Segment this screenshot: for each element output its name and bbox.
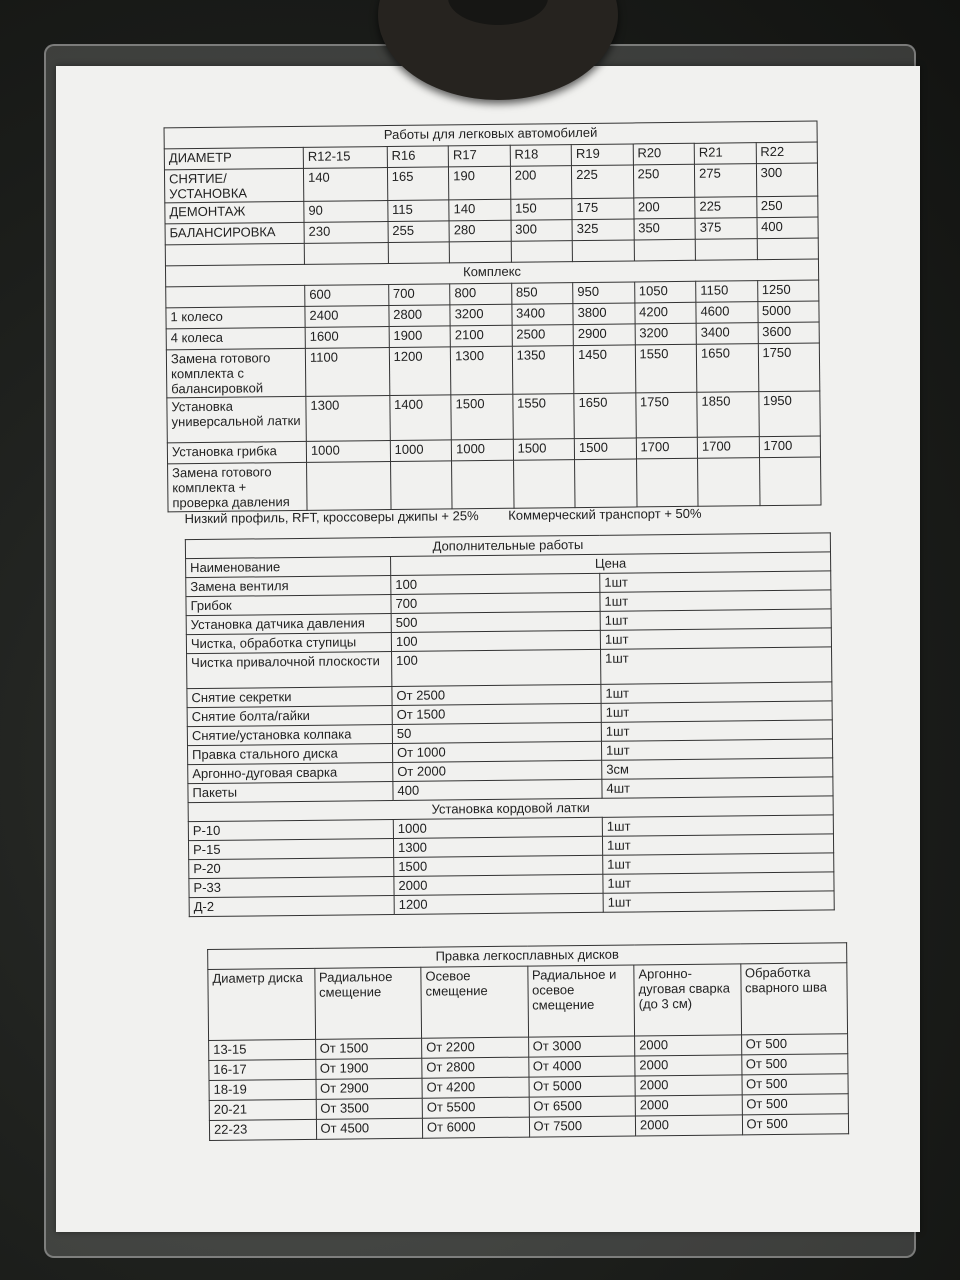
price-cell: 1750 bbox=[635, 392, 697, 438]
price-cell: 1500 bbox=[574, 438, 636, 460]
cord-patch-title: Установка кордовой латки bbox=[188, 796, 833, 822]
price-cell: 165 bbox=[387, 167, 449, 201]
item-name: Д-2 bbox=[189, 895, 394, 916]
row-label: ДЕМОНТАЖ bbox=[165, 201, 304, 223]
price-cell: 1650 bbox=[696, 344, 758, 393]
item-price: 100 bbox=[391, 630, 600, 651]
item-name: Чистка, обработка ступицы bbox=[186, 633, 391, 654]
price-cell: 1900 bbox=[389, 326, 451, 348]
cell: 22-23 bbox=[209, 1119, 316, 1140]
price-cell: 2100 bbox=[450, 325, 512, 347]
price-cell: 350 bbox=[634, 218, 696, 240]
cell: От 2800 bbox=[422, 1057, 529, 1078]
empty-cell bbox=[634, 239, 696, 261]
item-unit: 4шт bbox=[602, 777, 833, 798]
item-name: Р-15 bbox=[188, 839, 393, 860]
empty-cell bbox=[757, 238, 819, 260]
price-cell: 4600 bbox=[696, 302, 758, 324]
diameter-label: ДИАМЕТР bbox=[164, 147, 303, 169]
complex-title: Комплекс bbox=[165, 259, 818, 287]
table-title: Правка легкосплавных дисков bbox=[208, 943, 847, 970]
price-cell: 1700 bbox=[759, 436, 821, 458]
item-price: 100 bbox=[391, 573, 600, 594]
price-cell: 375 bbox=[695, 218, 757, 240]
price-cell: 300 bbox=[511, 220, 573, 242]
col-name-header: Наименование bbox=[186, 557, 391, 578]
diameter-cell: R22 bbox=[756, 142, 818, 164]
price-cell: 90 bbox=[304, 201, 388, 223]
price-cell: 4200 bbox=[634, 302, 696, 324]
price-cell: 950 bbox=[573, 282, 635, 304]
item-unit: 1шт bbox=[602, 815, 833, 836]
price-cell: 400 bbox=[757, 217, 819, 239]
price-cell: 250 bbox=[633, 164, 695, 198]
price-cell: 1850 bbox=[697, 392, 759, 438]
cell: От 5500 bbox=[422, 1097, 529, 1118]
empty-cell bbox=[449, 241, 511, 263]
price-cell bbox=[390, 461, 452, 510]
item-name: Снятие/установка колпака bbox=[187, 725, 392, 746]
table-row bbox=[168, 457, 821, 512]
item-unit: 1шт bbox=[601, 647, 832, 684]
price-cell: 1050 bbox=[634, 281, 696, 303]
col-price-header: Цена bbox=[391, 552, 831, 576]
item-unit: 1шт bbox=[603, 891, 834, 912]
table-title: Дополнительные работы bbox=[185, 533, 830, 559]
cell: От 6000 bbox=[422, 1117, 529, 1138]
price-cell: 2900 bbox=[573, 324, 635, 346]
cell: От 6500 bbox=[529, 1096, 636, 1117]
cell: От 1500 bbox=[315, 1038, 422, 1059]
item-unit: 3см bbox=[602, 758, 833, 779]
item-price: От 1000 bbox=[392, 741, 601, 762]
item-name: Р-33 bbox=[189, 876, 394, 897]
column-header: Радиальное смещение bbox=[314, 967, 421, 1039]
item-name: Аргонно-дуговая сварка bbox=[188, 763, 393, 784]
row-label: Установка грибка bbox=[167, 441, 306, 463]
cell: От 4200 bbox=[422, 1077, 529, 1098]
row-label: СНЯТИЕ/УСТАНОВКА bbox=[164, 168, 303, 202]
empty-cell bbox=[166, 285, 305, 307]
price-cell: 150 bbox=[510, 199, 572, 221]
price-cell bbox=[513, 460, 575, 509]
price-cell: 225 bbox=[695, 197, 757, 219]
price-cell: 1650 bbox=[574, 393, 636, 439]
item-unit: 1шт bbox=[601, 682, 832, 703]
price-cell: 1150 bbox=[696, 281, 758, 303]
price-cell: 1350 bbox=[512, 346, 574, 395]
table-row bbox=[167, 391, 820, 443]
cell: От 7500 bbox=[529, 1116, 636, 1137]
price-cell: 1750 bbox=[758, 343, 820, 392]
price-cell: 3600 bbox=[758, 322, 820, 344]
cell: От 3000 bbox=[528, 1036, 635, 1057]
cell: От 5000 bbox=[528, 1076, 635, 1097]
price-cell: 280 bbox=[449, 220, 511, 242]
price-cell: 225 bbox=[572, 165, 634, 199]
cell: От 500 bbox=[742, 1114, 849, 1135]
empty-cell bbox=[304, 243, 388, 265]
item-price: 500 bbox=[391, 611, 600, 632]
price-cell bbox=[575, 459, 637, 508]
price-list-sheet bbox=[56, 66, 920, 1232]
table-title: Работы для легковых автомобилей bbox=[164, 121, 817, 149]
cell: От 500 bbox=[741, 1054, 848, 1075]
item-name: Правка стального диска bbox=[187, 744, 392, 765]
row-label: 1 колесо bbox=[166, 306, 305, 328]
item-price: 1000 bbox=[393, 817, 602, 838]
item-name: Снятие болта/гайки bbox=[187, 706, 392, 727]
row-label: Замена готового комплекта + проверка давления bbox=[168, 462, 307, 511]
row-label: Установка универсальной латки bbox=[167, 396, 306, 442]
price-cell: 2800 bbox=[389, 305, 451, 327]
item-unit: 1шт bbox=[600, 590, 831, 611]
price-cell: 2500 bbox=[512, 325, 574, 347]
item-name: Р-20 bbox=[189, 857, 394, 878]
passenger-car-works-table bbox=[164, 121, 822, 513]
surcharge-lowprofile: Низкий профиль, RFT, кроссоверы джипы + 25% bbox=[184, 508, 479, 527]
cell: От 500 bbox=[741, 1034, 848, 1055]
price-cell: 1300 bbox=[306, 396, 390, 442]
item-price: 400 bbox=[393, 779, 602, 800]
price-cell: 3400 bbox=[512, 304, 574, 326]
column-header: Осевое смещение bbox=[421, 966, 528, 1038]
cell: От 2900 bbox=[315, 1078, 422, 1099]
item-unit: 1шт bbox=[600, 571, 831, 592]
item-price: 1500 bbox=[394, 855, 603, 876]
cell: От 4000 bbox=[528, 1056, 635, 1077]
item-name: Пакеты bbox=[188, 782, 393, 803]
price-cell: 275 bbox=[694, 164, 756, 198]
price-cell: 850 bbox=[511, 283, 573, 305]
cell: От 4500 bbox=[316, 1118, 423, 1139]
cell: 16-17 bbox=[209, 1059, 316, 1080]
empty-cell bbox=[165, 243, 304, 265]
item-name: Установка датчика давления bbox=[186, 614, 391, 635]
diameter-cell: R19 bbox=[571, 144, 633, 166]
item-price: 100 bbox=[392, 649, 601, 686]
item-price: 1300 bbox=[393, 836, 602, 857]
diameter-cell: R21 bbox=[694, 143, 756, 165]
price-cell: 1700 bbox=[697, 437, 759, 459]
price-cell bbox=[452, 460, 514, 509]
price-cell: 3200 bbox=[635, 323, 697, 345]
price-cell: 300 bbox=[756, 163, 818, 197]
price-cell: 2400 bbox=[305, 306, 389, 328]
price-cell: 200 bbox=[510, 166, 572, 200]
empty-cell bbox=[695, 239, 757, 261]
cell: От 500 bbox=[741, 1074, 848, 1095]
cell: 13-15 bbox=[209, 1039, 316, 1060]
item-name: Грибок bbox=[186, 595, 391, 616]
price-cell: 1000 bbox=[306, 441, 390, 463]
item-name: Снятие секретки bbox=[187, 687, 392, 708]
price-cell: 1200 bbox=[389, 347, 451, 396]
cell: 18-19 bbox=[209, 1079, 316, 1100]
price-cell: 325 bbox=[572, 219, 634, 241]
diameter-cell: R12-15 bbox=[303, 147, 387, 169]
cell: От 1900 bbox=[315, 1058, 422, 1079]
item-price: От 2500 bbox=[392, 684, 601, 705]
item-unit: 1шт bbox=[600, 628, 831, 649]
item-unit: 1шт bbox=[601, 739, 832, 760]
price-cell: 1600 bbox=[305, 327, 389, 349]
cell: 2000 bbox=[635, 1035, 742, 1056]
item-unit: 1шт bbox=[603, 853, 834, 874]
alloy-wheel-repair-table bbox=[207, 942, 849, 1141]
price-cell: 190 bbox=[449, 166, 511, 200]
price-cell bbox=[307, 462, 391, 511]
column-header: Обработка сварного шва bbox=[740, 963, 847, 1035]
cell: 2000 bbox=[635, 1115, 742, 1136]
item-price: От 2000 bbox=[393, 760, 602, 781]
price-cell: 1250 bbox=[757, 280, 819, 302]
item-price: 700 bbox=[391, 592, 600, 613]
price-cell: 5000 bbox=[757, 301, 819, 323]
item-name: Замена вентиля bbox=[186, 576, 391, 597]
price-cell: 1550 bbox=[512, 394, 574, 440]
item-price: 2000 bbox=[394, 874, 603, 895]
item-unit: 1шт bbox=[603, 872, 834, 893]
row-label: БАЛАНСИРОВКА bbox=[165, 222, 304, 244]
cell: 2000 bbox=[635, 1075, 742, 1096]
price-cell: 1000 bbox=[390, 440, 452, 462]
price-cell: 1100 bbox=[305, 348, 389, 397]
empty-cell bbox=[388, 242, 450, 264]
diameter-cell: R16 bbox=[387, 146, 449, 168]
table-row bbox=[208, 963, 848, 1041]
additional-works-table bbox=[185, 532, 835, 917]
price-cell: 200 bbox=[633, 197, 695, 219]
price-cell: 600 bbox=[305, 285, 389, 307]
price-cell: 1500 bbox=[451, 394, 513, 440]
empty-cell bbox=[511, 241, 573, 263]
price-cell: 800 bbox=[450, 283, 512, 305]
price-cell bbox=[636, 458, 698, 507]
diameter-cell: R17 bbox=[448, 145, 510, 167]
item-name: Р-10 bbox=[188, 820, 393, 841]
price-cell: 1950 bbox=[758, 391, 820, 437]
price-cell: 230 bbox=[304, 222, 388, 244]
price-cell: 1500 bbox=[513, 439, 575, 461]
item-price: 50 bbox=[392, 722, 601, 743]
price-cell: 3200 bbox=[450, 304, 512, 326]
price-cell: 250 bbox=[756, 196, 818, 218]
table-row bbox=[166, 343, 819, 398]
empty-cell bbox=[572, 240, 634, 262]
column-header: Диаметр диска bbox=[208, 968, 315, 1040]
diameter-cell: R20 bbox=[633, 143, 695, 165]
price-cell: 1550 bbox=[635, 344, 697, 393]
item-unit: 1шт bbox=[600, 609, 831, 630]
price-cell: 3400 bbox=[696, 323, 758, 345]
price-cell: 1400 bbox=[390, 395, 452, 441]
price-cell: 140 bbox=[303, 168, 387, 202]
item-unit: 1шт bbox=[601, 701, 832, 722]
item-price: 1200 bbox=[394, 893, 603, 914]
price-cell: 1450 bbox=[573, 345, 635, 394]
item-name: Чистка привалочной плоскости bbox=[187, 652, 392, 689]
cell: 20-21 bbox=[209, 1099, 316, 1120]
cell: От 3500 bbox=[316, 1098, 423, 1119]
row-label: 4 колеса bbox=[166, 327, 305, 349]
row-label: Замена готового комплекта с балансировкой bbox=[166, 348, 305, 397]
price-cell: 1300 bbox=[451, 346, 513, 395]
column-header: Аргонно-дуговая сварка (до 3 см) bbox=[634, 964, 741, 1036]
price-cell: 140 bbox=[449, 199, 511, 221]
price-cell: 700 bbox=[388, 284, 450, 306]
price-cell: 175 bbox=[572, 198, 634, 220]
price-cell: 115 bbox=[388, 200, 450, 222]
diameter-cell: R18 bbox=[510, 145, 572, 167]
item-price: От 1500 bbox=[392, 703, 601, 724]
cell: От 2200 bbox=[422, 1037, 529, 1058]
surcharge-commercial: Коммерческий транспорт + 50% bbox=[508, 505, 702, 523]
price-cell: 3800 bbox=[573, 303, 635, 325]
price-cell: 1700 bbox=[636, 437, 698, 459]
price-cell: 255 bbox=[388, 221, 450, 243]
price-cell bbox=[759, 457, 821, 506]
cell: От 500 bbox=[742, 1094, 849, 1115]
price-cell: 1000 bbox=[451, 439, 513, 461]
column-header: Радиальное и осевое смещение bbox=[527, 965, 634, 1037]
cell: 2000 bbox=[635, 1055, 742, 1076]
item-unit: 1шт bbox=[602, 834, 833, 855]
price-cell bbox=[698, 458, 760, 507]
item-unit: 1шт bbox=[601, 720, 832, 741]
cell: 2000 bbox=[635, 1095, 742, 1116]
